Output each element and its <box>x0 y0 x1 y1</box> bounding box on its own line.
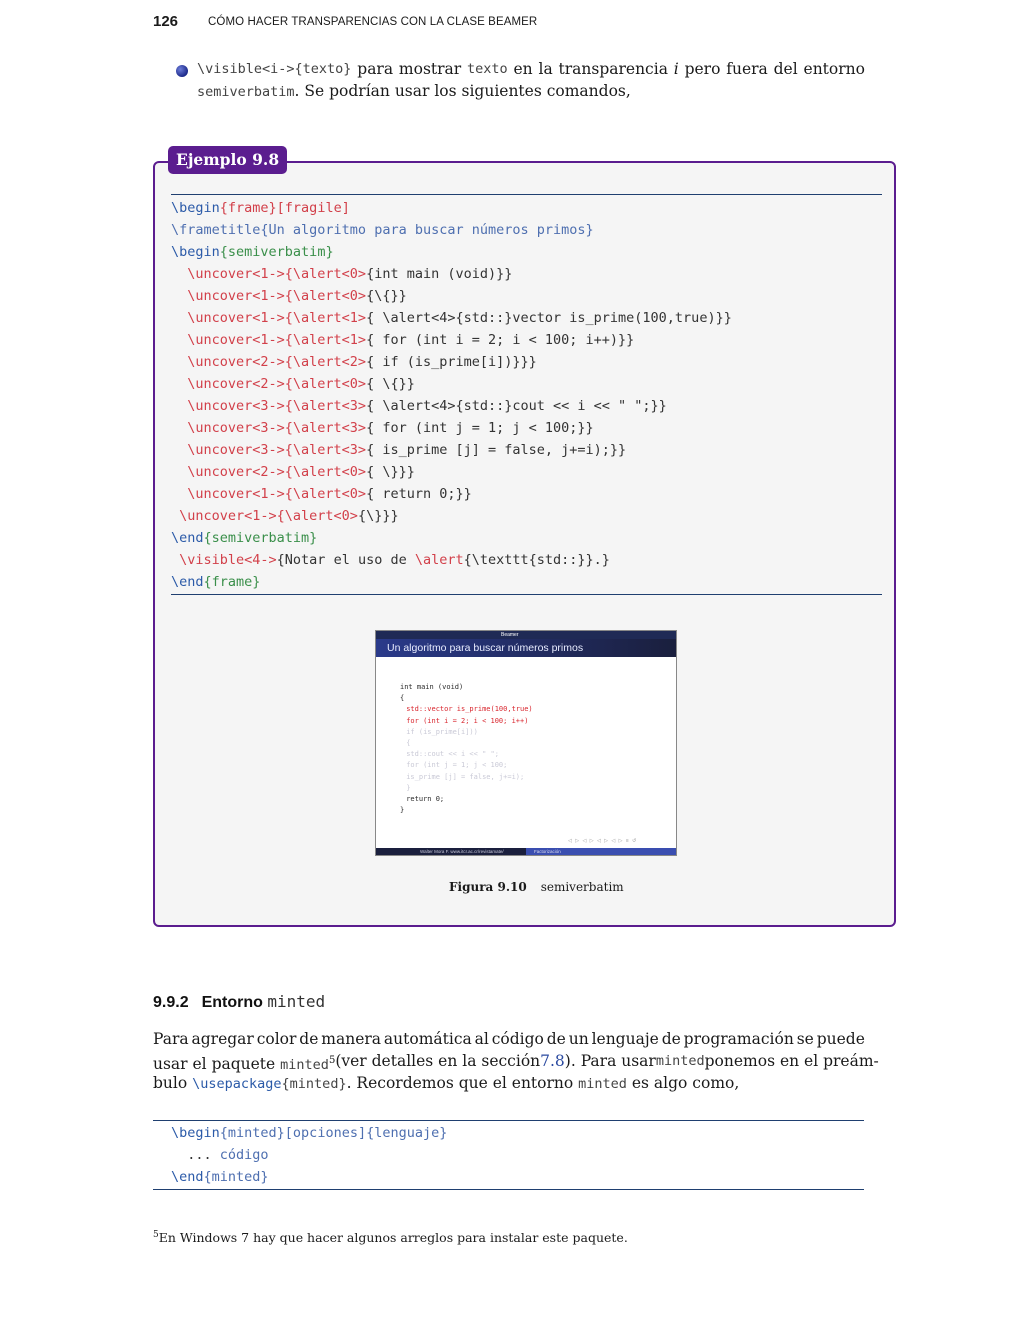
footnote: $^5$En Windows 7 hay que hacer algunos arreglos para instalar este paquete. <box>153 1230 628 1246</box>
code-listing <box>171 197 732 593</box>
word: se <box>796 1030 814 1048</box>
slide-thumbnail <box>375 630 677 856</box>
code-line: \uncover<1->{\alert<1>{ \alert<4>{std::}vector is_prime(100,true)}} <box>171 310 732 326</box>
word: manera <box>321 1030 382 1048</box>
section-number: 9.9.2 <box>153 994 189 1011</box>
word: color <box>256 1030 297 1048</box>
text: ponemos en el preám- <box>704 1052 879 1070</box>
word: para <box>357 60 394 78</box>
italic-var: i <box>673 60 679 78</box>
word: fuera <box>726 60 768 78</box>
word: en <box>513 60 533 78</box>
word: puede <box>816 1030 865 1048</box>
word: código <box>491 1030 544 1048</box>
bullet-icon <box>176 65 188 77</box>
code-line: \uncover<3->{\alert<3>{ is_prime [j] = false, j+=i);}} <box>171 442 627 458</box>
figure-label: Figura 9.10 <box>449 880 527 894</box>
text: 7.8). Para usar <box>540 1052 656 1070</box>
word: de <box>299 1030 319 1048</box>
word: transparencia <box>558 60 668 78</box>
word: la <box>538 60 553 78</box>
minted-listing <box>171 1122 447 1188</box>
code-line: \end{frame} <box>171 574 261 590</box>
code-line: \begin{semiverbatim} <box>171 244 334 260</box>
code-line: \uncover<2->{\alert<0>{ \{}} <box>171 376 415 392</box>
code-line: \uncover<2->{\alert<0>{ \}}} <box>171 464 415 480</box>
word: un <box>568 1030 589 1048</box>
word: programación <box>683 1030 794 1048</box>
word: de <box>661 1030 681 1048</box>
code-line: \uncover<1->{\alert<1>{ for (int i = 2; i < 100; i++)}} <box>171 332 635 348</box>
code-line: \begin{minted}[opciones]{lenguaje} <box>171 1125 448 1141</box>
slide-top-bar <box>376 631 676 639</box>
code-line: \uncover<3->{\alert<3>{ for (int j = 1; j < 100;}} <box>171 420 594 436</box>
figure-text: semiverbatim <box>540 880 624 894</box>
minted-rule-top <box>153 1120 864 1121</box>
word: de <box>546 1030 566 1048</box>
text: (ver detalles en la sección <box>335 1052 541 1070</box>
slide-top-label: Beamer <box>501 632 519 638</box>
code-line: \end{semiverbatim} <box>171 530 318 546</box>
slide-code-line: int main (void) <box>400 683 464 691</box>
inline-code: {minted} <box>281 1076 347 1092</box>
text: usar el paquete minted$^5$ <box>153 1055 336 1074</box>
word: mostrar <box>398 60 462 78</box>
bullet-line-1 <box>197 58 865 80</box>
example-label: Ejemplo 9.8 <box>168 146 287 174</box>
code-rule-bottom <box>171 594 882 595</box>
section-title: Entorno <box>201 994 263 1011</box>
minted-rule-bottom <box>153 1189 864 1190</box>
paragraph-line-1 <box>153 1028 865 1050</box>
word: al <box>474 1030 489 1048</box>
slide-code-line: } <box>400 806 405 815</box>
inline-command: \visible<i->{texto} <box>197 61 352 77</box>
inline-code: minted <box>655 1053 705 1069</box>
code-rule-top <box>171 194 882 195</box>
paragraph-line-3: bulo \usepackage{minted}. Recordemos que el entorno minted es algo como, <box>153 1074 740 1092</box>
inline-code: minted <box>578 1076 627 1092</box>
word: Para <box>153 1030 189 1048</box>
section-link[interactable]: 7.8 <box>540 1052 565 1070</box>
slide-footer-section: Factorización <box>534 849 561 854</box>
word: automática <box>383 1030 472 1048</box>
code-line: \visible<4->{Notar el uso de \alert{\texttt{std::}}.} <box>171 552 610 568</box>
slide-code-line: { <box>400 694 405 703</box>
slide-code-line: for (int i = 2; i < 100; i++) <box>402 716 529 725</box>
slide-footer-author: Walter Mora F. www.itcr.ac.cr/revistamate/ <box>420 849 504 854</box>
bullet-text: . Se podrían usar los siguientes comandos, <box>294 82 631 100</box>
word: agregar <box>191 1030 254 1048</box>
code-line: \uncover<1->{\alert<0>{ return 0;}} <box>171 486 472 502</box>
code-line: \uncover<1->{\alert<0>{\{}} <box>171 288 407 304</box>
slide-code-line: if (is_prime[i])) <box>402 727 478 736</box>
word: pero <box>684 60 721 78</box>
slide-code-line: { <box>402 739 411 747</box>
slide-code-line: std::cout << i << " "; <box>402 750 499 759</box>
word: entorno <box>803 60 865 78</box>
bullet-line-2 <box>197 80 631 103</box>
figure-caption <box>449 880 624 894</box>
code-line: ... código <box>171 1147 269 1163</box>
code-line: \begin{frame}[fragile] <box>171 200 350 216</box>
section-heading <box>153 992 325 1012</box>
slide-code-line: return 0; <box>402 795 445 803</box>
code-line: \end{minted} <box>171 1169 269 1185</box>
chapter-title: CÓMO HACER TRANSPARENCIAS CON LA CLASE BEAMER <box>208 16 538 28</box>
word: lenguaje <box>591 1030 659 1048</box>
page-number: 126 <box>153 13 179 30</box>
inline-command: \usepackage <box>192 1076 282 1092</box>
slide-code-line: std::vector is_prime(100,true) <box>402 705 533 714</box>
section-title-mono: minted <box>267 992 326 1011</box>
slide-code-line: for (int j = 1; j < 100; <box>402 761 508 770</box>
code-line: \frametitle{Un algoritmo para buscar números primos} <box>171 222 594 238</box>
code-line: \uncover<3->{\alert<3>{ \alert<4>{std::}cout << i << " ";}} <box>171 398 667 414</box>
code-line: \uncover<1->{\alert<0>{int main (void)}} <box>171 266 513 282</box>
code-line: \uncover<1->{\alert<0>{\}}} <box>171 508 399 524</box>
slide-code-line: is_prime [j] = false, j+=i); <box>402 772 525 781</box>
word: del <box>773 60 798 78</box>
slide-code-line: } <box>402 783 411 792</box>
code-line: \uncover<2->{\alert<2>{ if (is_prime[i])}}} <box>171 354 537 370</box>
slide-nav-icons: ◁ ▷ ◁ ▷ ◁ ▷ ◁ ▷ ≡ ↺ <box>568 838 638 844</box>
slide-title: Un algoritmo para buscar números primos <box>387 642 584 654</box>
inline-code: semiverbatim <box>197 84 295 100</box>
inline-code: texto <box>467 61 508 77</box>
